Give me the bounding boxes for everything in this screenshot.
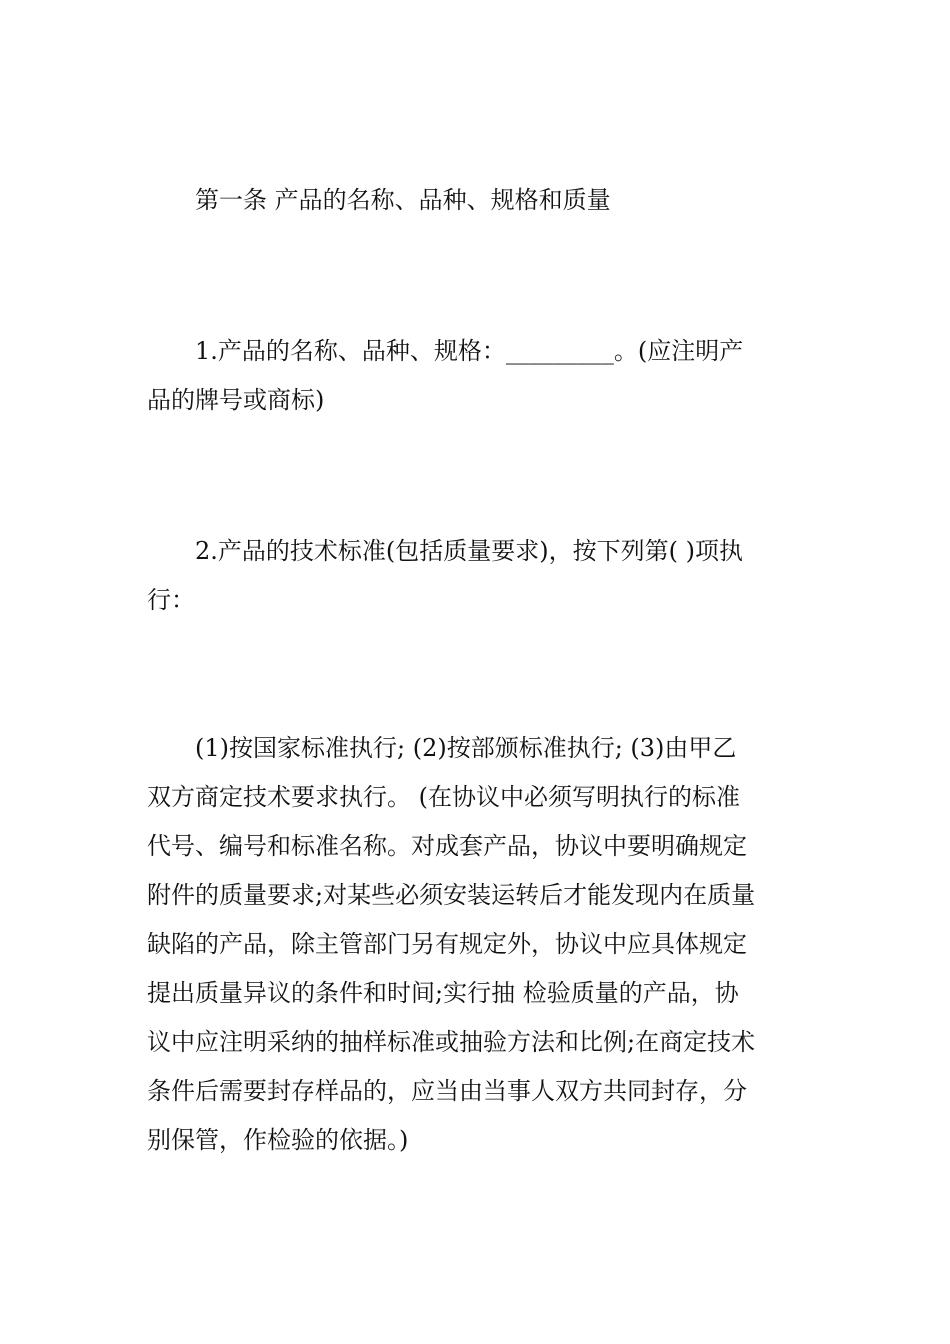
paragraph-line: 议中应注明采纳的抽样标准或抽验方法和比例;在商定技术 <box>147 1028 756 1056</box>
paragraph-line: 别保管，作检验的依据。) <box>147 1126 409 1154</box>
paragraph-technical-standard <box>147 527 807 625</box>
paragraph-line: 1.产品的名称、品种、规格：_________。(应注明产 <box>195 337 744 365</box>
paragraph-line: 行： <box>147 586 195 614</box>
paragraph-line: 附件的质量要求;对某些必须安装运转后才能发现内在质量 <box>147 881 756 909</box>
article-heading: 第一条 产品的名称、品种、规格和质量 <box>195 186 611 214</box>
paragraph-line: 条件后需要封存样品的，应当由当事人双方共同封存，分 <box>147 1077 747 1105</box>
paragraph-line: 2.产品的技术标准(包括质量要求)，按下列第( )项执 <box>195 537 743 565</box>
paragraph-line: 双方商定技术要求执行。 (在协议中必须写明执行的标准 <box>147 783 740 811</box>
paragraph-line: 缺陷的产品，除主管部门另有规定外，协议中应具体规定 <box>147 930 747 958</box>
paragraph-line: 提出质量异议的条件和时间;实行抽 检验质量的产品，协 <box>147 979 739 1007</box>
paragraph-line: 代号、编号和标准名称。对成套产品，协议中要明确规定 <box>147 832 747 860</box>
paragraph-line: (1)按国家标准执行; (2)按部颁标准执行; (3)由甲乙 <box>195 734 737 762</box>
paragraph-standard-options <box>147 724 807 1165</box>
paragraph-line: 品的牌号或商标) <box>147 386 325 414</box>
paragraph-product-name <box>147 327 807 425</box>
